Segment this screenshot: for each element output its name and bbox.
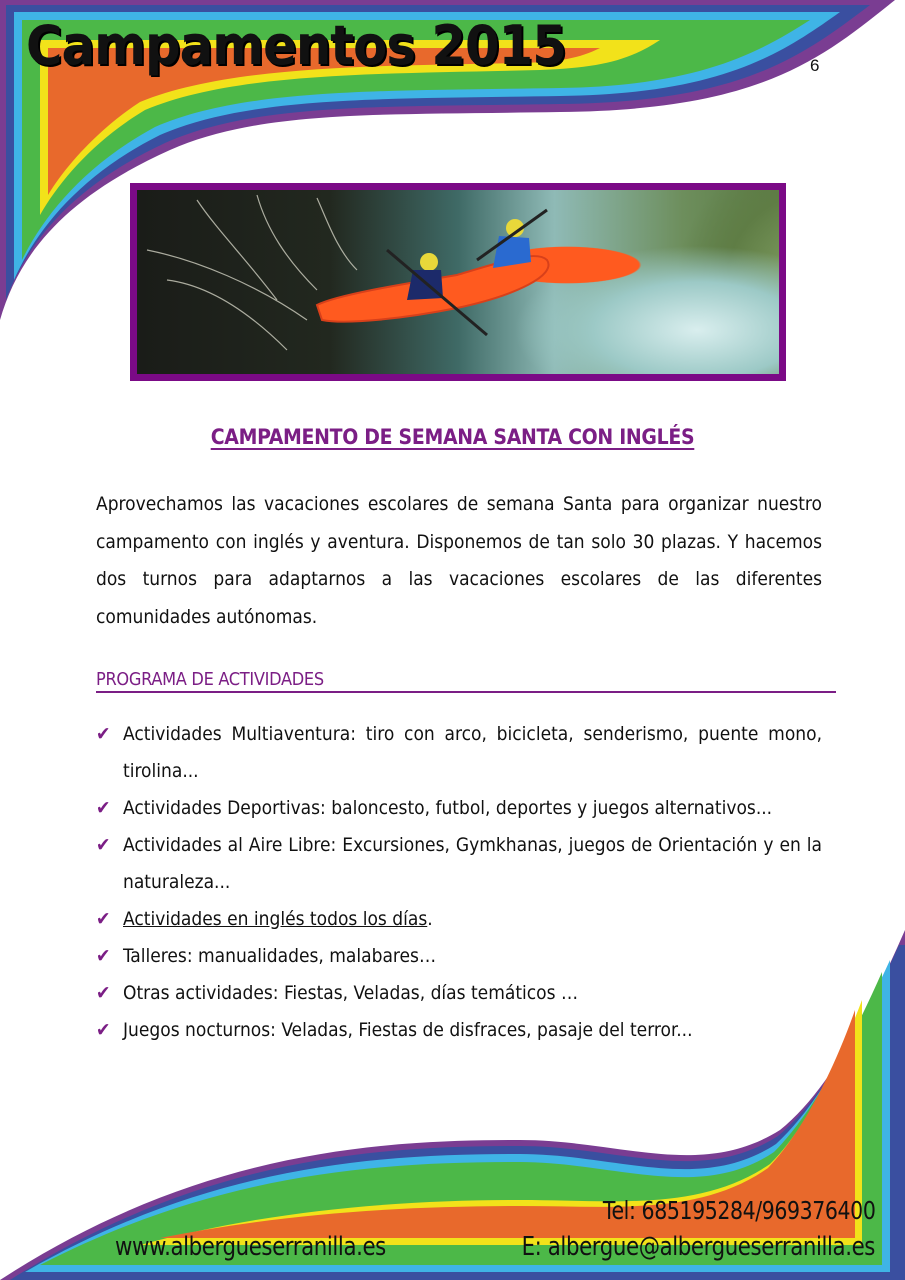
check-icon: ✔: [96, 797, 111, 819]
activity-item: ✔ Actividades Deportivas: baloncesto, futbol, deportes y juegos alternativos...: [96, 790, 822, 827]
activity-item: ✔ Talleres: manualidades, malabares…: [96, 938, 822, 975]
program-heading: PROGRAMA DE ACTIVIDADES: [96, 669, 836, 693]
kayak-illustration: [137, 190, 779, 374]
page-number: 6: [810, 56, 820, 75]
check-icon: ✔: [96, 1019, 111, 1041]
activity-item: ✔ Otras actividades: Fiestas, Veladas, días temáticos …: [96, 975, 822, 1012]
activity-item: ✔ Actividades al Aire Libre: Excursiones, Gymkhanas, juegos de Orientación y en la naturaleza...: [96, 827, 822, 901]
photo-frame: [130, 183, 786, 381]
check-icon: ✔: [96, 945, 111, 967]
check-icon: ✔: [96, 834, 111, 856]
section-title: CAMPAMENTO DE SEMANA SANTA CON INGLÉS: [210, 425, 695, 449]
activities-list: [96, 716, 822, 1049]
intro-paragraph: Aprovechamos las vacaciones escolares de semana Santa para organizar nuestro campamento con inglés y aventura. Disponemos de tan solo 30 plazas. Y hacemos dos turnos para adaptarnos a las vacaciones escolares de las diferentes comunidades autónomas.: [96, 493, 822, 628]
activity-item: ✔ Actividades Multiaventura: tiro con arco, bicicleta, senderismo, puente mono, tirolina...: [96, 716, 822, 790]
footer-email-link[interactable]: E: albergue@albergueserranilla.es: [521, 1232, 875, 1262]
check-icon: ✔: [96, 908, 111, 930]
check-icon: ✔: [96, 723, 111, 745]
brand-title: Campamentos 2015: [26, 14, 566, 77]
footer-telephone: Tel: 685195284/969376400: [602, 1196, 875, 1225]
activity-item: ✔ Actividades en inglés todos los días.: [96, 901, 822, 938]
rafting-photo: [137, 190, 779, 374]
section-heading: [0, 425, 905, 449]
check-icon: ✔: [96, 982, 111, 1004]
activity-item: ✔ Juegos nocturnos: Veladas, Fiestas de disfraces, pasaje del terror...: [96, 1012, 822, 1049]
footer-website-link[interactable]: www.albergueserranilla.es: [115, 1232, 386, 1262]
